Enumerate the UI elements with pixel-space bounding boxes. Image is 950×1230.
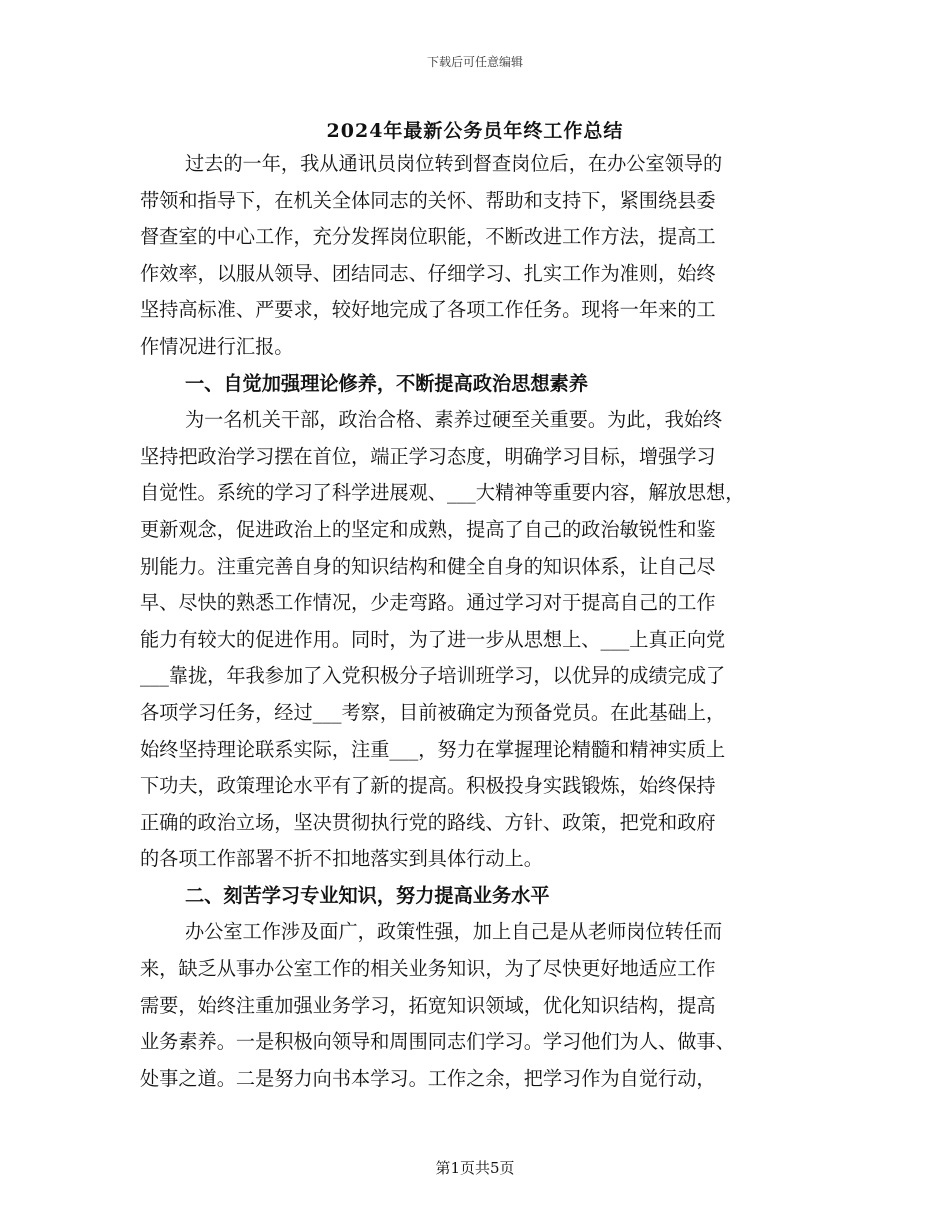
paragraph-line: 早、尽快的熟悉工作情况，少走弯路。通过学习对于提高自己的工作 [140,591,716,615]
paragraph-line: 坚持把政治学习摆在首位，端正学习态度，明确学习目标，增强学习 [140,444,716,468]
paragraph-line: 督查室的中心工作，充分发挥岗位职能，不断改进工作方法，提高工 [140,225,716,249]
document-title: 2024年最新公务员年终工作总结 [326,120,624,142]
paragraph-line: 下功夫，政策理论水平有了新的提高。积极投身实践锻炼，始终保持 [140,774,716,798]
paragraph-line: 更新观念，促进政治上的坚定和成熟，提高了自己的政治敏锐性和鉴 [140,517,716,541]
section-heading: 一、自觉加强理论修养，不断提高政治思想素养 [185,371,588,395]
paragraph-line: 坚持高标准、严要求，较好地完成了各项工作任务。现将一年来的工 [140,298,716,322]
page-header-note: 下载后可任意编辑 [426,55,523,69]
paragraph-line: 正确的政治立场，坚决贯彻执行党的路线、方针、政策，把党和政府 [140,810,716,834]
paragraph-line: 带领和指导下，在机关全体同志的关怀、帮助和支持下，紧围绕县委 [140,188,716,212]
paragraph-line: 办公室工作涉及面广，政策性强，加上自己是从老师岗位转任而 [185,920,723,944]
paragraph-line: 业务素养。一是积极向领导和周围同志们学习。学习他们为人、做事、 [140,1030,735,1054]
paragraph-line: 来，缺乏从事办公室工作的相关业务知识，为了尽快更好地适应工作 [140,957,716,981]
paragraph-line: 能力有较大的促进作用。同时，为了进一步从思想上、___上真正向党 [140,627,726,651]
paragraph-line: 需要，始终注重加强业务学习，拓宽知识领域，优化知识结构，提高 [140,993,716,1017]
section-heading: 二、刻苦学习专业知识，努力提高业务水平 [185,883,550,907]
paragraph-line: 过去的一年，我从通讯员岗位转到督查岗位后，在办公室领导的 [185,152,723,175]
paragraph-line: 作情况进行汇报。 [140,334,294,358]
paragraph-line: 作效率，以服从领导、团结同志、仔细学习、扎实工作为准则，始终 [140,261,716,285]
paragraph-line: ___靠拢，年我参加了入党积极分子培训班学习，以优异的成绩完成了 [140,664,726,688]
document-body [140,146,815,1097]
paragraph-line: 始终坚持理论联系实际，注重___，努力在掌握理论精髓和精神实质上 [140,737,726,761]
paragraph-line: 为一名机关干部，政治合格、素养过硬至关重要。为此，我始终 [185,408,723,432]
paragraph-line: 处事之道。二是努力向书本学习。工作之余，把学习作为自觉行动， [140,1066,716,1090]
paragraph-line: 各项学习任务，经过___考察，目前被确定为预备党员。在此基础上， [140,700,726,724]
paragraph-line: 别能力。注重完善自身的知识结构和健全自身的知识体系，让自己尽 [140,554,716,578]
paragraph-line: 的各项工作部署不折不扣地落实到具体行动上。 [140,847,543,871]
paragraph-line: 自觉性。系统的学习了科学进展观、___大精神等重要内容，解放思想， [140,481,745,505]
page-number-footer: 第1页共5页 [435,1159,515,1177]
